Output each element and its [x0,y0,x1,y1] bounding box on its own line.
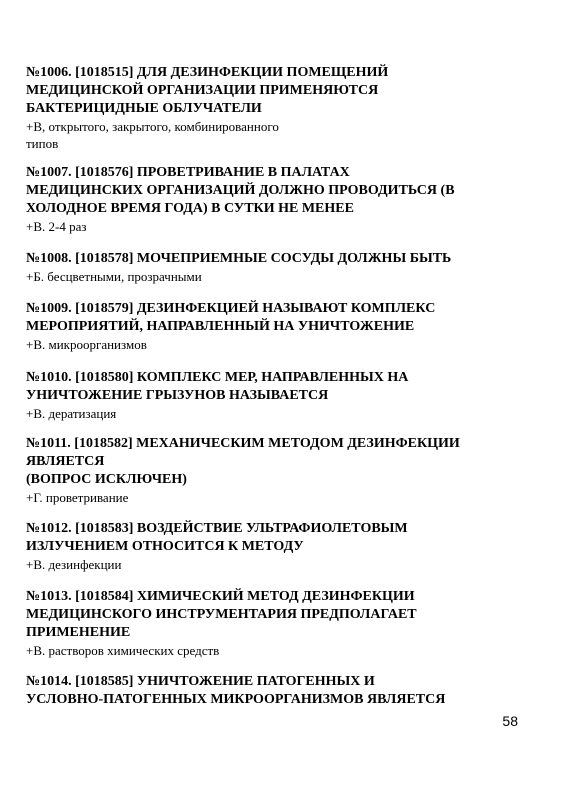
question-title: №1010. [1018580] КОМПЛЕКС МЕР, НАПРАВЛЕННЫХ НА УНИЧТОЖЕНИЕ ГРЫЗУНОВ НАЗЫВАЕТСЯ [26,370,409,403]
question-answer: +В. дезинфекции [26,557,122,572]
question-answer: +В. 2-4 раз [26,219,87,234]
question-title: №1009. [1018579] ДЕЗИНФЕКЦИЕЙ НАЗЫВАЮТ КОМПЛЕКС МЕРОПРИЯТИЙ, НАПРАВЛЕННЫЙ НА УНИЧТОЖЕНИЕ [26,301,436,334]
question-1009 [26,300,526,353]
question-title: №1014. [1018585] УНИЧТОЖЕНИЕ ПАТОГЕННЫХ И УСЛОВНО-ПАТОГЕННЫХ МИКРООРГАНИЗМОВ ЯВЛЯЕТСЯ [26,674,446,707]
question-1012 [26,520,526,573]
question-1010 [26,369,526,422]
question-title: №1013. [1018584] ХИМИЧЕСКИЙ МЕТОД ДЕЗИНФЕКЦИИ МЕДИЦИНСКОГО ИНСТРУМЕНТАРИЯ ПРЕДПОЛАГАЕТ ПРИМЕНЕНИЕ [26,589,417,640]
question-title: №1008. [1018578] МОЧЕПРИЕМНЫЕ СОСУДЫ ДОЛЖНЫ БЫТЬ [26,251,452,266]
question-1014 [26,673,526,709]
question-answer: +Б. бесцветными, прозрачными [26,269,202,284]
question-title: №1006. [1018515] ДЛЯ ДЕЗИНФЕКЦИИ ПОМЕЩЕНИЙ МЕДИЦИНСКОЙ ОРГАНИЗАЦИИ ПРИМЕНЯЮТСЯ БАКТЕРИЦИДНЫЕ ОБЛУЧАТЕЛИ [26,65,389,116]
question-answer: +Г. проветривание [26,490,129,505]
question-title: №1012. [1018583] ВОЗДЕЙСТВИЕ УЛЬТРАФИОЛЕТОВЫМ ИЗЛУЧЕНИЕМ ОТНОСИТСЯ К МЕТОДУ [26,521,408,554]
question-1011 [26,435,526,506]
question-answer: +В, открытого, закрытого, комбинированного типов [26,119,279,151]
question-1006 [26,64,526,152]
question-title: №1007. [1018576] ПРОВЕТРИВАНИЕ В ПАЛАТАХ МЕДИЦИНСКИХ ОРГАНИЗАЦИЙ ДОЛЖНО ПРОВОДИТЬСЯ (В ХОЛОДНОЕ ВРЕМЯ ГОДА) В СУТКИ НЕ МЕНЕЕ [26,165,455,216]
page-number: 58 [502,713,518,729]
question-1013 [26,588,526,659]
question-1008 [26,250,526,285]
question-title: №1011. [1018582] МЕХАНИЧЕСКИМ МЕТОДОМ ДЕЗИНФЕКЦИИ ЯВЛЯЕТСЯ (ВОПРОС ИСКЛЮЧЕН) [26,436,460,487]
question-answer: +В. дератизация [26,406,117,421]
question-1007 [26,164,526,235]
question-answer: +В. растворов химических средств [26,643,220,658]
question-answer: +В. микроорганизмов [26,337,147,352]
